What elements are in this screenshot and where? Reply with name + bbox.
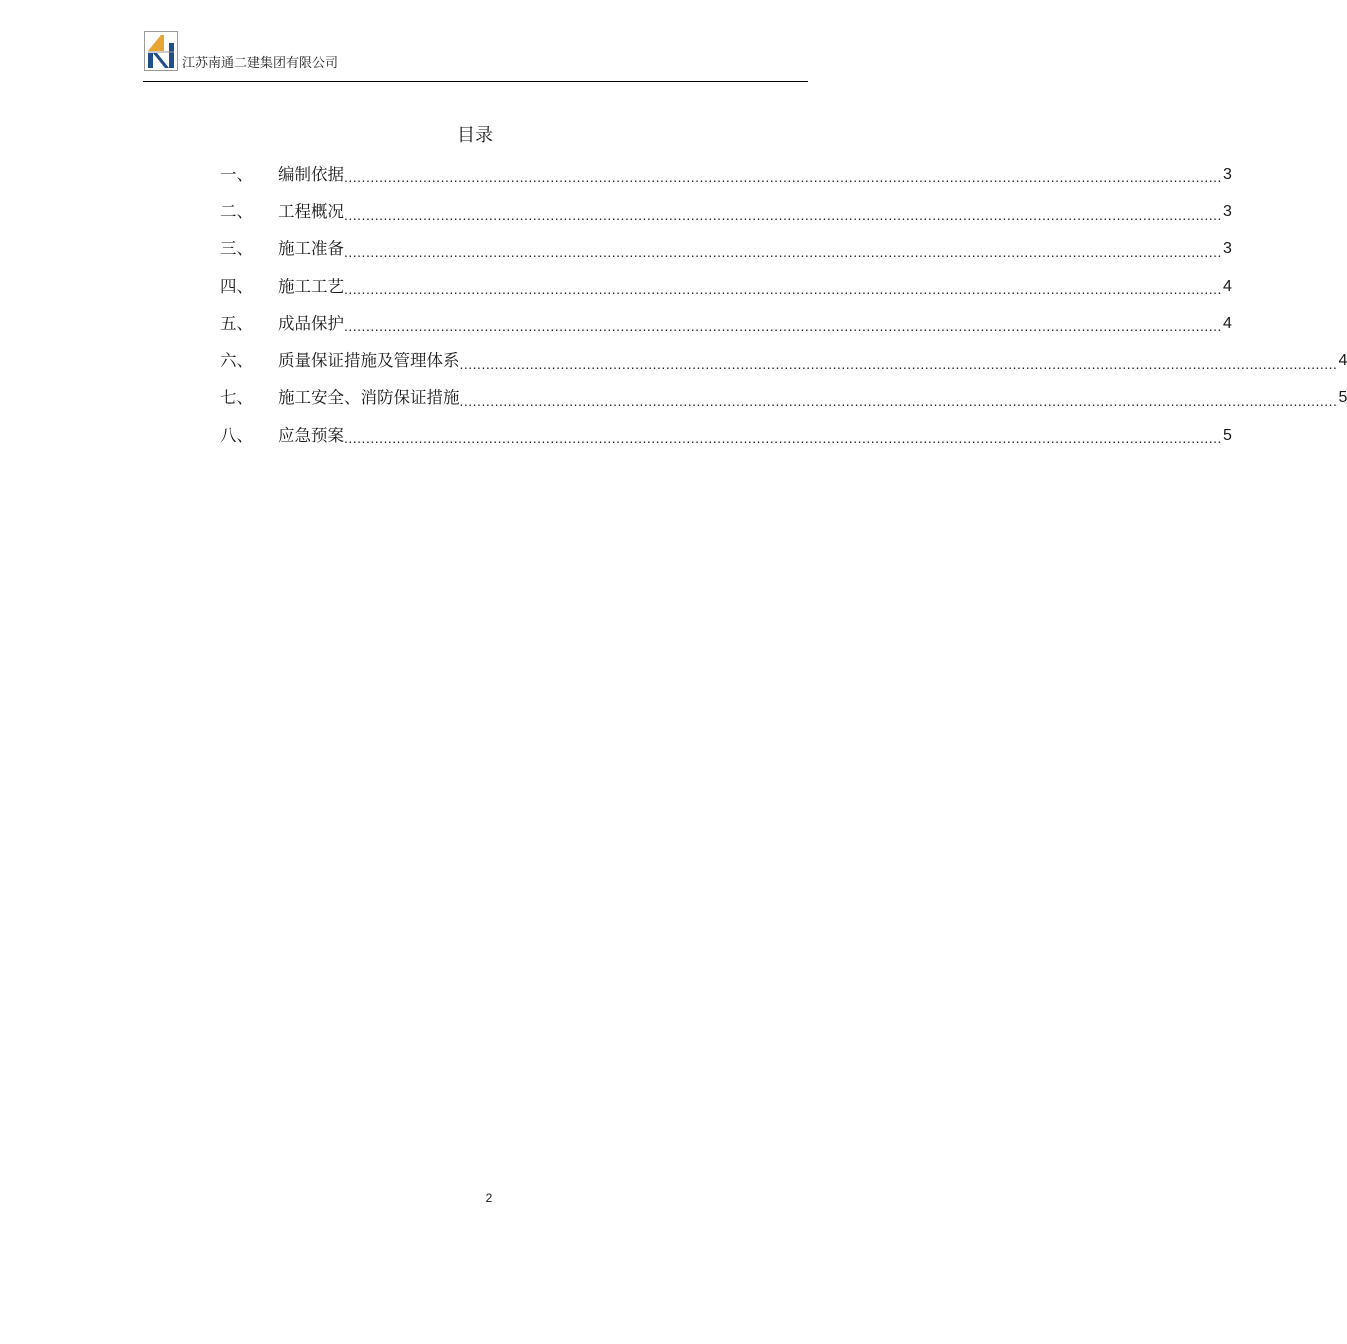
table-of-contents [220, 156, 1347, 454]
toc-entry-title: 质量保证措施及管理体系 [278, 351, 460, 371]
toc-dot-leader: ........................................................................................................................................................................................................ [344, 206, 1222, 223]
toc-entry-page: 3 [1222, 240, 1232, 258]
page-number: 2 [485, 1191, 493, 1205]
page-header [143, 30, 808, 82]
toc-entry-title: 应急预案 [278, 425, 344, 445]
toc-dot-leader: ........................................................................................................................................................................................................ [344, 281, 1222, 298]
toc-entry-title: 施工准备 [278, 239, 344, 259]
toc-dot-leader: ........................................................................................................................................................................................................ [459, 355, 1338, 372]
toc-entry[interactable] [220, 305, 1232, 342]
toc-entry-number: 六、 [220, 351, 253, 371]
toc-entry-number: 二、 [220, 201, 253, 221]
toc-entry[interactable] [220, 380, 1347, 417]
company-logo-icon [144, 31, 178, 71]
toc-dot-leader: ........................................................................................................................................................................................................ [344, 318, 1222, 335]
toc-dot-leader: ........................................................................................................................................................................................................ [459, 393, 1338, 410]
toc-entry-title: 工程概况 [278, 201, 344, 221]
toc-entry[interactable] [220, 156, 1232, 193]
toc-entry-number: 四、 [220, 276, 253, 296]
toc-entry-number: 三、 [220, 239, 253, 259]
toc-title: 目录 [457, 125, 493, 146]
toc-entry-page: 4 [1338, 352, 1347, 370]
toc-entry-number: 一、 [220, 164, 253, 184]
toc-entry-title: 成品保护 [278, 313, 344, 333]
toc-entry-number: 七、 [220, 388, 253, 408]
toc-entry-page: 3 [1222, 202, 1232, 220]
toc-entry-page: 3 [1222, 165, 1232, 183]
toc-dot-leader: ........................................................................................................................................................................................................ [344, 430, 1222, 447]
toc-entry-title: 施工工艺 [278, 276, 344, 296]
toc-entry-page: 4 [1222, 314, 1232, 332]
toc-entry-page: 5 [1338, 389, 1347, 407]
company-name: 江苏南通二建集团有限公司 [182, 56, 339, 71]
toc-entry-page: 5 [1222, 426, 1232, 444]
toc-entry[interactable] [220, 193, 1232, 230]
toc-entry[interactable] [220, 417, 1232, 454]
toc-entry-title: 施工安全、消防保证措施 [278, 388, 460, 408]
toc-entry[interactable] [220, 268, 1232, 305]
toc-entry-number: 五、 [220, 313, 253, 333]
toc-entry-number: 八、 [220, 425, 253, 445]
toc-entry[interactable] [220, 231, 1232, 268]
toc-entry[interactable] [220, 342, 1347, 379]
toc-entry-page: 4 [1222, 277, 1232, 295]
toc-dot-leader: ........................................................................................................................................................................................................ [344, 169, 1222, 186]
header-divider [143, 81, 808, 82]
toc-dot-leader: ........................................................................................................................................................................................................ [344, 243, 1222, 260]
toc-entry-title: 编制依据 [278, 164, 344, 184]
